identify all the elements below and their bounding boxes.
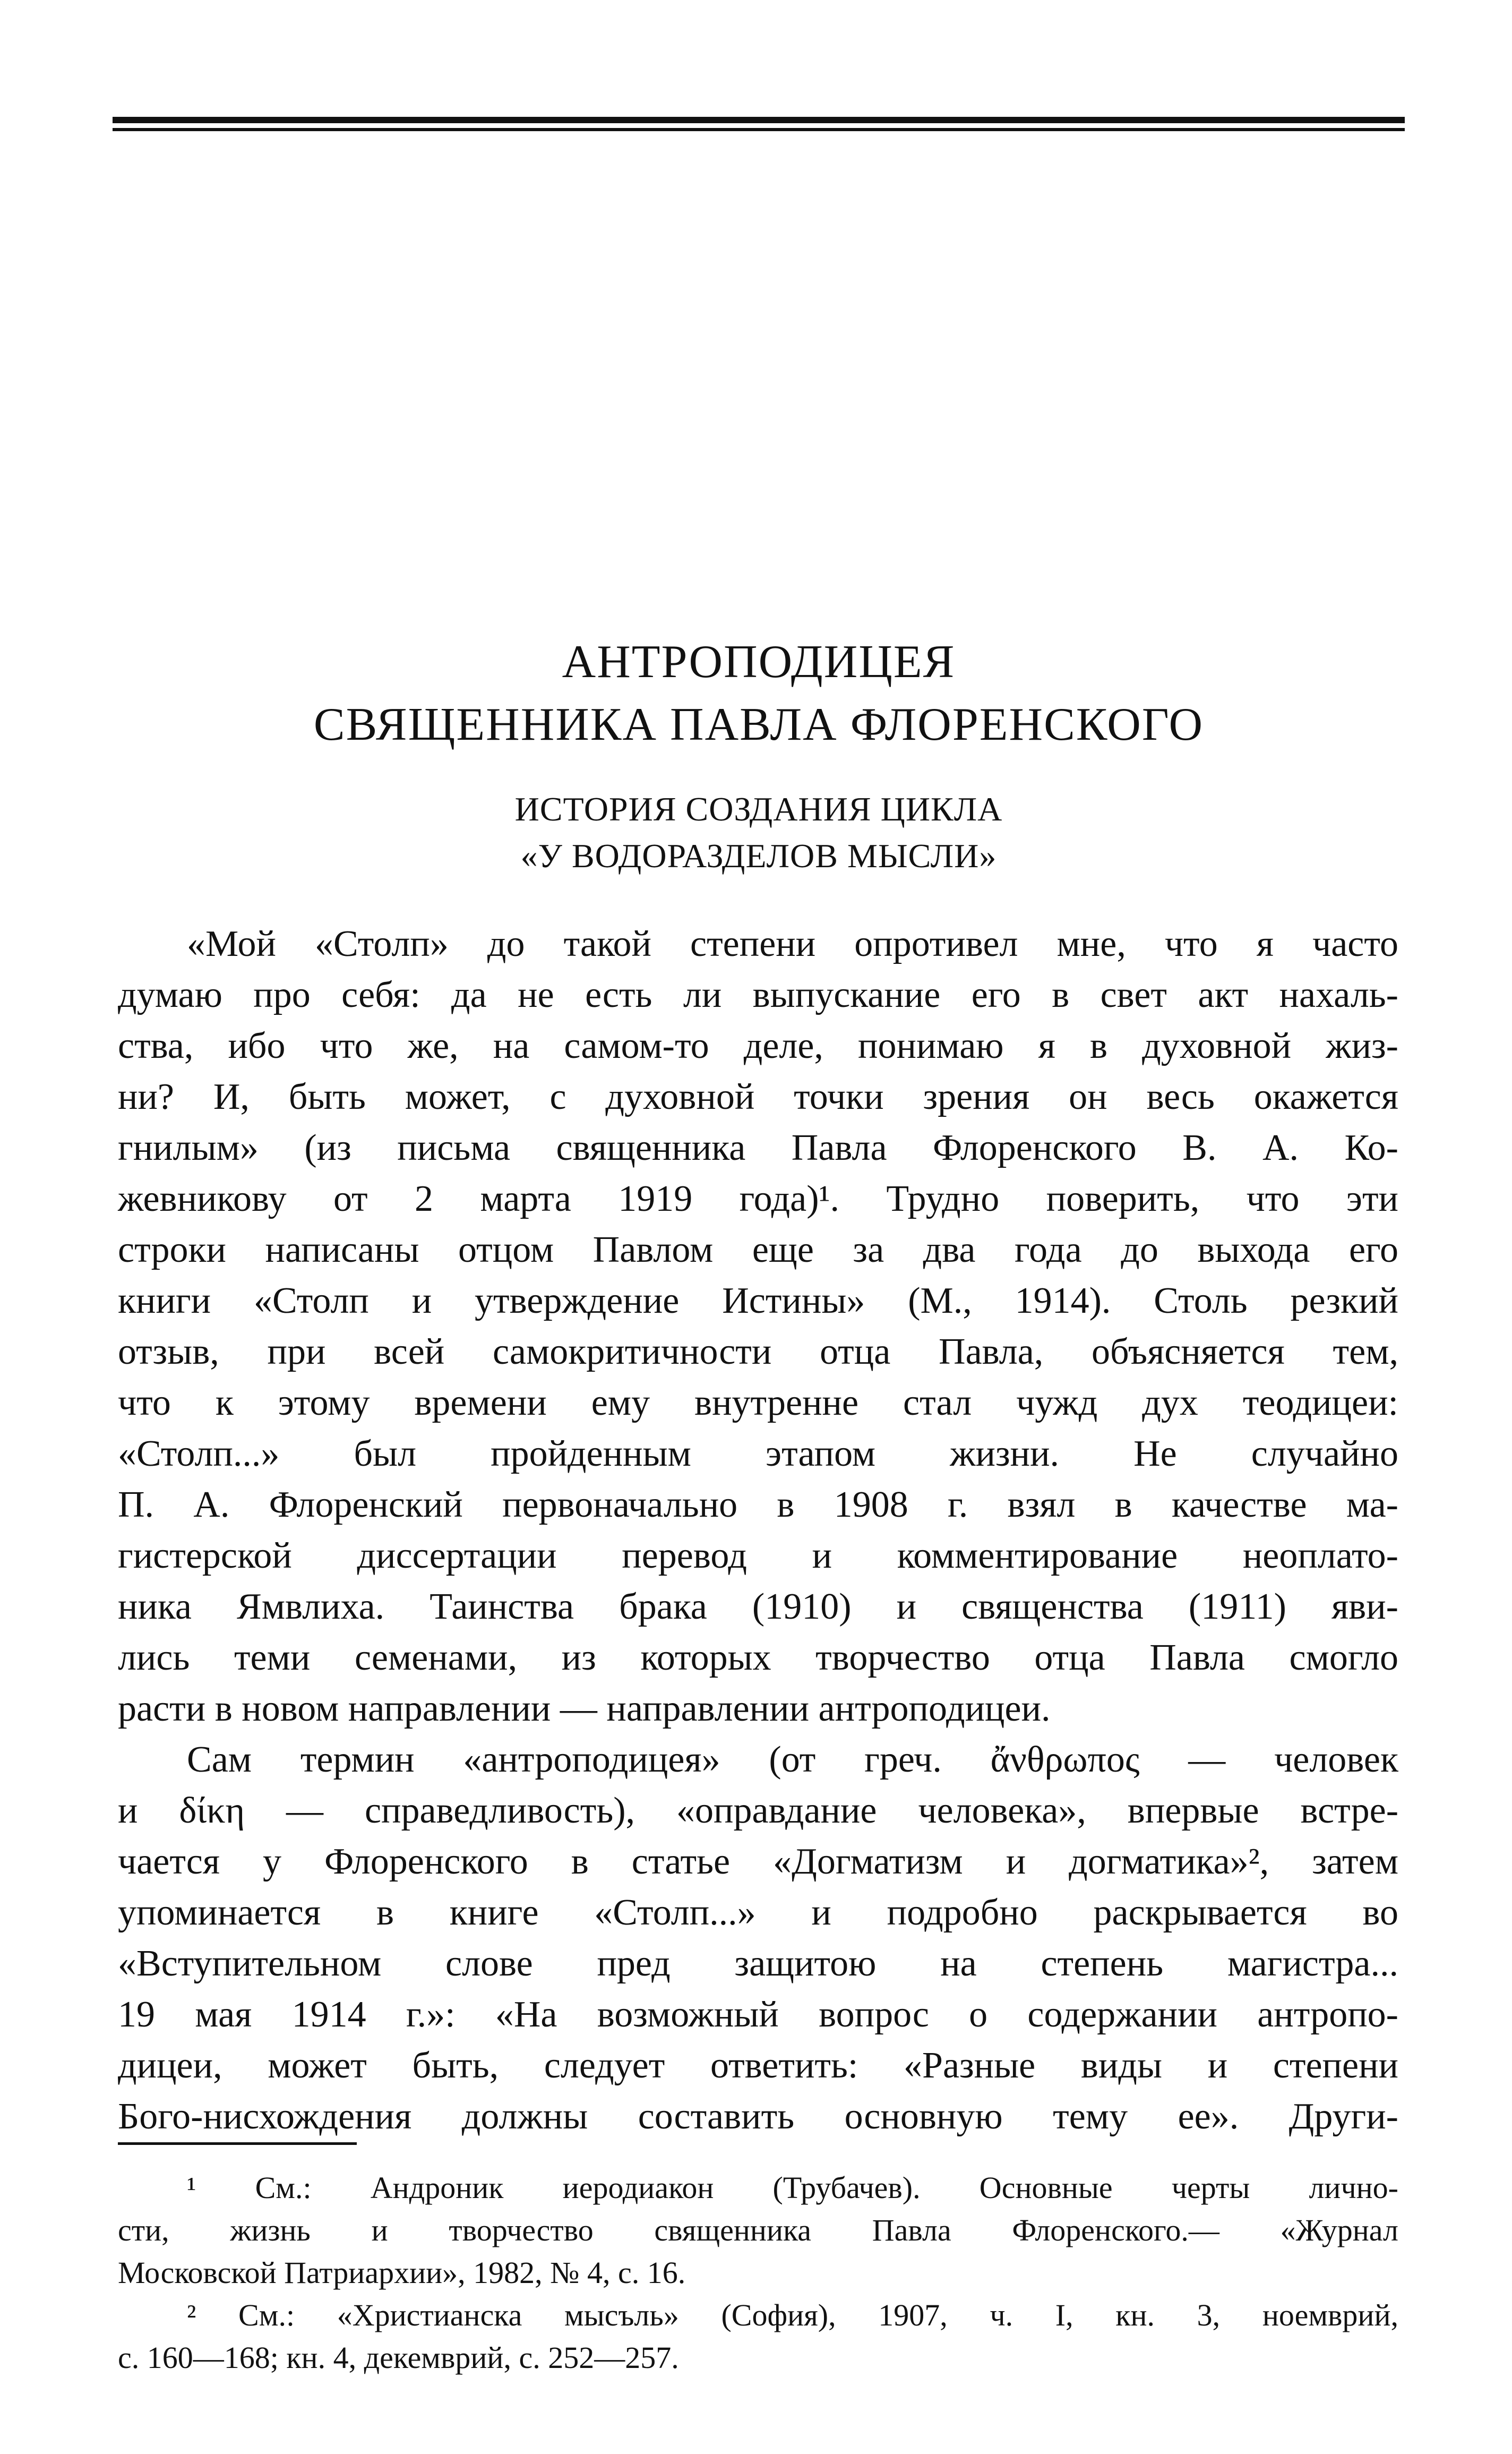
body-line: «Столп...» был пройденным этапом жизни. Не случайно [118,1433,1398,1474]
body-line: отзыв, при всей самокритичности отца Павла, объясняется тем, [118,1331,1398,1372]
article-subtitle-line-1: ИСТОРИЯ СОЗДАНИЯ ЦИКЛА [514,790,1003,828]
body-line: жевникову от 2 марта 1919 года)¹. Трудно поверить, что эти [118,1178,1398,1219]
body-line: ства, ибо что же, на самом-то деле, понимаю я в духовной жиз- [118,1025,1398,1066]
footnote-line: Московской Патриархии», 1982, № 4, с. 16. [118,2255,686,2290]
top-rule-thick [113,117,1405,123]
article-subtitle-line-2: «У ВОДОРАЗДЕЛОВ МЫСЛИ» [520,837,997,875]
body-line: чается у Флоренского в статье «Догматизм и догматика»², затем [118,1841,1398,1882]
body-line: книги «Столп и утверждение Истины» (М., 1914). Столь резкий [118,1280,1398,1321]
article-title-line-1: АНТРОПОДИЦЕЯ [562,636,956,688]
footnote-line: с. 160—168; кн. 4, декемврий, с. 252—257. [118,2340,679,2375]
body-line: П. А. Флоренский первоначально в 1908 г. взял в качестве ма- [118,1484,1398,1525]
body-line: строки написаны отцом Павлом еще за два года до выхода его [118,1229,1398,1270]
footnote-separator [118,2142,357,2145]
body-line: Сам термин «антроподицея» (от греч. ἄνθρωπος — человек [187,1739,1398,1780]
article-title-line-2: СВЯЩЕННИКА ПАВЛА ФЛОРЕНСКОГО [313,699,1204,750]
body-line: Бого-нисхождения должны составить основную тему ее». Други- [118,2096,1398,2137]
footnote-line: ¹ См.: Андроник иеродиакон (Трубачев). Основные черты лично- [187,2170,1398,2205]
body-line: гистерской диссертации перевод и комментирование неоплато- [118,1535,1398,1576]
body-line: «Мой «Столп» до такой степени опротивел мне, что я часто [187,924,1398,964]
body-paragraph-2 [118,1734,1398,2142]
body-paragraph-1 [118,919,1398,1734]
body-line: гнилым» (из письма священника Павла Флоренского В. А. Ко- [118,1127,1398,1168]
footnote-line: сти, жизнь и творчество священника Павла Флоренского.— «Журнал [118,2213,1398,2247]
top-rule-thin [113,128,1405,131]
footnotes [118,2167,1398,2379]
body-line: «Вступительном слове пред защитою на степень магистра... [118,1943,1398,1984]
body-line: 19 мая 1914 г.»: «На возможный вопрос о содержании антропо- [118,1994,1398,2035]
footnote-line: ² См.: «Христианска мысъль» (София), 1907, ч. I, кн. 3, ноемврий, [187,2298,1398,2332]
body-line: расти в новом направлении — направлении антроподицеи. [118,1688,1051,1729]
body-line: что к этому времени ему внутренне стал чужд дух теодицеи: [118,1382,1398,1423]
body-line: лись теми семенами, из которых творчество отца Павла смогло [118,1637,1398,1678]
body-line: ни? И, быть может, с духовной точки зрения он весь окажется [118,1076,1398,1117]
body-line: думаю про себя: да не есть ли выпускание его в свет акт нахаль- [118,974,1398,1015]
body-line: дицеи, может быть, следует ответить: «Разные виды и степени [118,2045,1398,2086]
body-line: упоминается в книге «Столп...» и подробно раскрывается во [118,1892,1398,1933]
body-line: ника Ямвлиха. Таинства брака (1910) и священства (1911) яви- [118,1586,1398,1627]
body-line: и δίκη — справедливость), «оправдание человека», впервые встре- [118,1790,1398,1831]
